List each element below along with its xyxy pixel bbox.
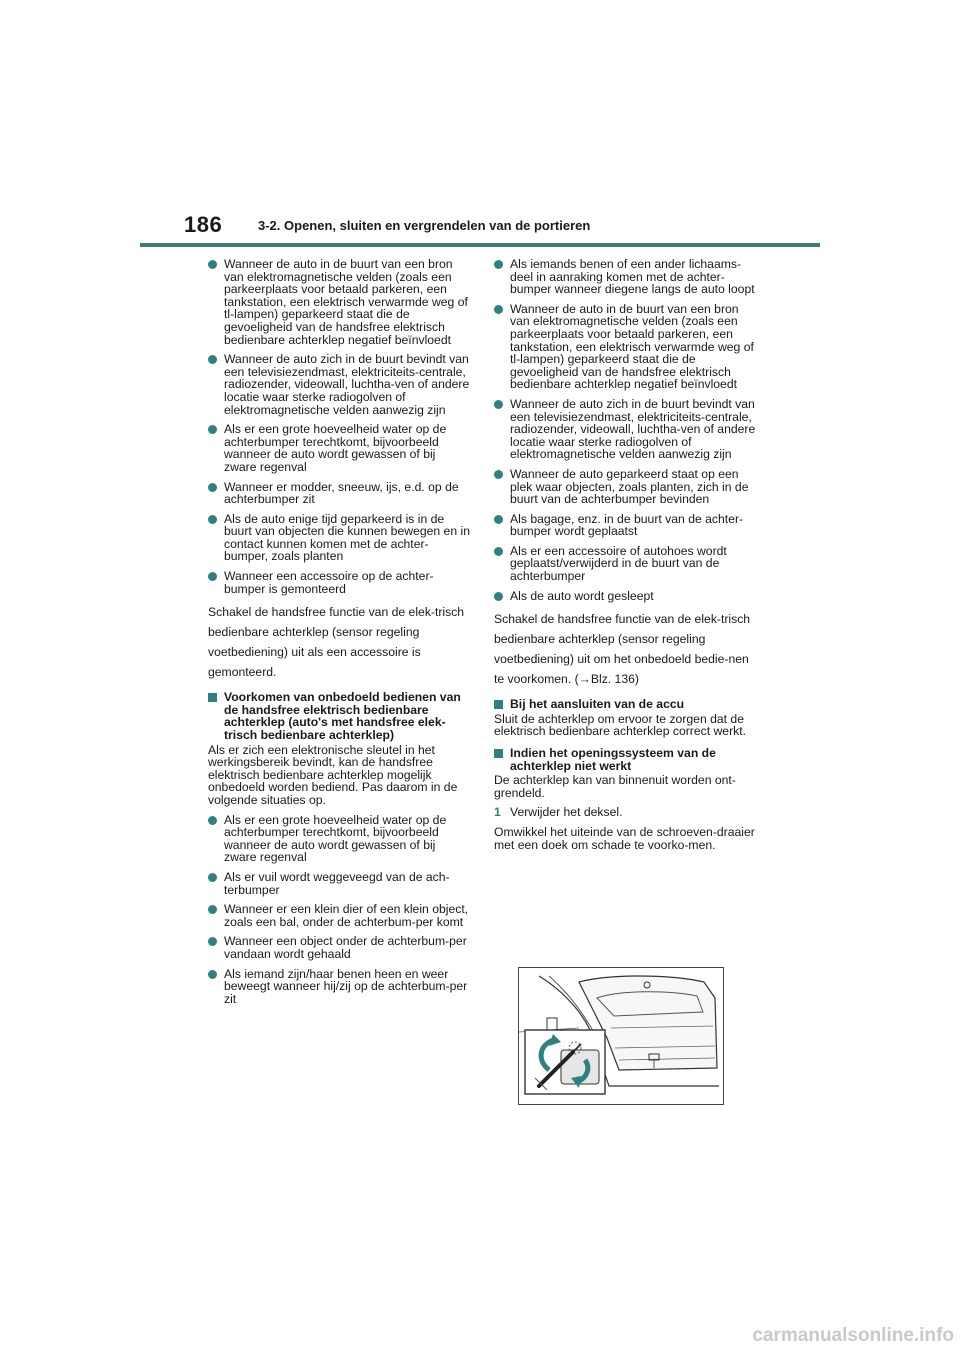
bullet-icon xyxy=(208,937,217,946)
list-item: Als de auto wordt gesleept xyxy=(494,590,756,603)
left-column xyxy=(208,258,470,1012)
list-item: Als bagage, enz. in de buurt van de achter-bumper wordt geplaatst xyxy=(494,513,756,538)
section-heading: Bij het aansluiten van de accu xyxy=(494,698,756,711)
list-item: Wanneer de auto zich in de buurt bevindt van een televisiezendmast, elektriciteits-centrale, radiozender, videowall, luchtha-ven of andere locatie waar sterke radiogolven of elektromagnetische velden aanwezig zijn xyxy=(208,353,470,416)
bullet-icon xyxy=(208,816,217,825)
bullet-icon xyxy=(494,592,503,601)
bullet-icon xyxy=(208,425,217,434)
list-item: Als iemands benen of een ander lichaams-deel in aanraking komen met de achter-bumper wanneer diegene langs de auto loopt xyxy=(494,258,756,296)
bullet-icon xyxy=(208,873,217,882)
list-item: Wanneer de auto zich in de buurt bevindt van een televisiezendmast, elektriciteits-centrale, radiozender, videowall, luchtha-ven of andere locatie waar sterke radiogolven of elektromagnetische velden aanwezig zijn xyxy=(494,398,756,461)
body-paragraph: Schakel de handsfree functie van de elek-trisch bedienbare achterklep (sensor regeling voetbediening) uit als een accessoire is gemonteerd. xyxy=(208,605,465,680)
list-item: Als er een grote hoeveelheid water op de achterbumper terechtkomt, bijvoorbeeld wanneer de auto wordt gewassen of bij zware regenval xyxy=(208,423,470,473)
list-item: Als er een accessoire of autohoes wordt geplaatst/verwijderd in de buurt van de achterbumper xyxy=(494,545,756,583)
tailgate-screwdriver-illustration xyxy=(518,967,724,1105)
bullet-icon xyxy=(208,483,217,492)
bullet-icon xyxy=(208,572,217,581)
bullet-icon xyxy=(494,305,503,314)
page-number: 186 xyxy=(184,212,223,237)
list-item: Wanneer de auto in de buurt van een bron van elektromagnetische velden (zoals een parkeerplaats voor betaald parkeren, een tankstation, een elektrisch verwarmde weg of tl-lampen) geparkeerd staat die de gevoeligheid van de handsfree elektrisch bedienbare achterklep negatief beïnvloedt xyxy=(494,303,756,391)
list-item: Wanneer een object onder de achterbum-per vandaan wordt gehaald xyxy=(208,935,470,960)
body-paragraph: Omwikkel het uiteinde van de schroeven-draaier met een doek om schade te voorko-men. xyxy=(494,825,755,852)
header-rule xyxy=(140,243,820,247)
bullet-icon xyxy=(208,515,217,524)
section-heading: Voorkomen van onbedoeld bedienen van de handsfree elektrisch bedienbare achterklep (auto's met handsfree elek-trisch bedienbare achterklep) xyxy=(208,691,470,741)
list-item: Wanneer er een klein dier of een klein object, zoals een bal, onder de achterbum-per komt xyxy=(208,903,470,928)
body-paragraph: De achterklep kan van binnenuit worden ont-grendeld. xyxy=(494,773,736,800)
bullet-icon xyxy=(494,400,503,409)
bullet-icon xyxy=(494,547,503,556)
list-item: Wanneer een accessoire op de achter-bumper is gemonteerd xyxy=(208,570,470,595)
list-item: Wanneer de auto in de buurt van een bron van elektromagnetische velden (zoals een parkeerplaats voor betaald parkeren, een tankstation, een elektrisch verwarmde weg of tl-lampen) geparkeerd staat die de gevoeligheid van de handsfree elektrisch bedienbare achterklep negatief beïnvloedt xyxy=(208,258,470,346)
step-number: 1 xyxy=(494,805,501,820)
step-item xyxy=(494,806,756,819)
chapter-title: 3-2. Openen, sluiten en vergrendelen van de portieren xyxy=(258,218,591,233)
bullet-icon xyxy=(208,260,217,269)
list-item: Als de auto enige tijd geparkeerd is in de buurt van objecten die kunnen bewegen en in contact kunnen komen met de achter-bumper, zoals planten xyxy=(208,513,470,563)
list-item: Als iemand zijn/haar benen heen en weer beweegt wanneer hij/zij op de achterbum-per zit xyxy=(208,968,470,1006)
bullet-icon xyxy=(208,355,217,364)
list-item: Wanneer de auto geparkeerd staat op een plek waar objecten, zoals planten, zich in de buurt van de achterbumper bevinden xyxy=(494,468,756,506)
body-paragraph: Sluit de achterklep om ervoor te zorgen dat de elektrisch bedienbare achterklep correct werkt. xyxy=(494,711,746,739)
bullet-icon xyxy=(208,970,217,979)
step-text: Verwijder het deksel. xyxy=(510,805,623,820)
page-header xyxy=(0,0,960,250)
body-paragraph: Als er zich een elektronische sleutel in het werkingsbereik bevindt, kan de handsfree elektrisch bedienbare achterklep mogelijk onbedoeld worden bediend. Pas daarom in de volgende situaties op. xyxy=(208,742,458,807)
bullet-icon xyxy=(494,260,503,269)
square-bullet-icon xyxy=(494,700,503,709)
square-bullet-icon xyxy=(208,693,217,702)
list-item: Wanneer er modder, sneeuw, ijs, e.d. op de achterbumper zit xyxy=(208,481,470,506)
section-heading: Indien het openingssysteem van de achterklep niet werkt xyxy=(494,747,756,772)
list-item: Als er vuil wordt weggeveegd van de ach-terbumper xyxy=(208,871,470,896)
bullet-icon xyxy=(208,905,217,914)
body-paragraph: Schakel de handsfree functie van de elek-trisch bedienbare achterklep (sensor regeling voetbediening) uit om het onbedoeld bedie-nen te voorkomen. (→Blz. 136) xyxy=(494,612,751,687)
list-item: Als er een grote hoeveelheid water op de achterbumper terechtkomt, bijvoorbeeld wanneer de auto wordt gewassen of bij zware regenval xyxy=(208,814,470,864)
bullet-icon xyxy=(494,515,503,524)
right-column xyxy=(494,258,756,858)
illustration-svg xyxy=(519,968,723,1104)
bullet-icon xyxy=(494,470,503,479)
watermark: carmanualsonline.info xyxy=(752,1325,954,1346)
square-bullet-icon xyxy=(494,749,503,758)
